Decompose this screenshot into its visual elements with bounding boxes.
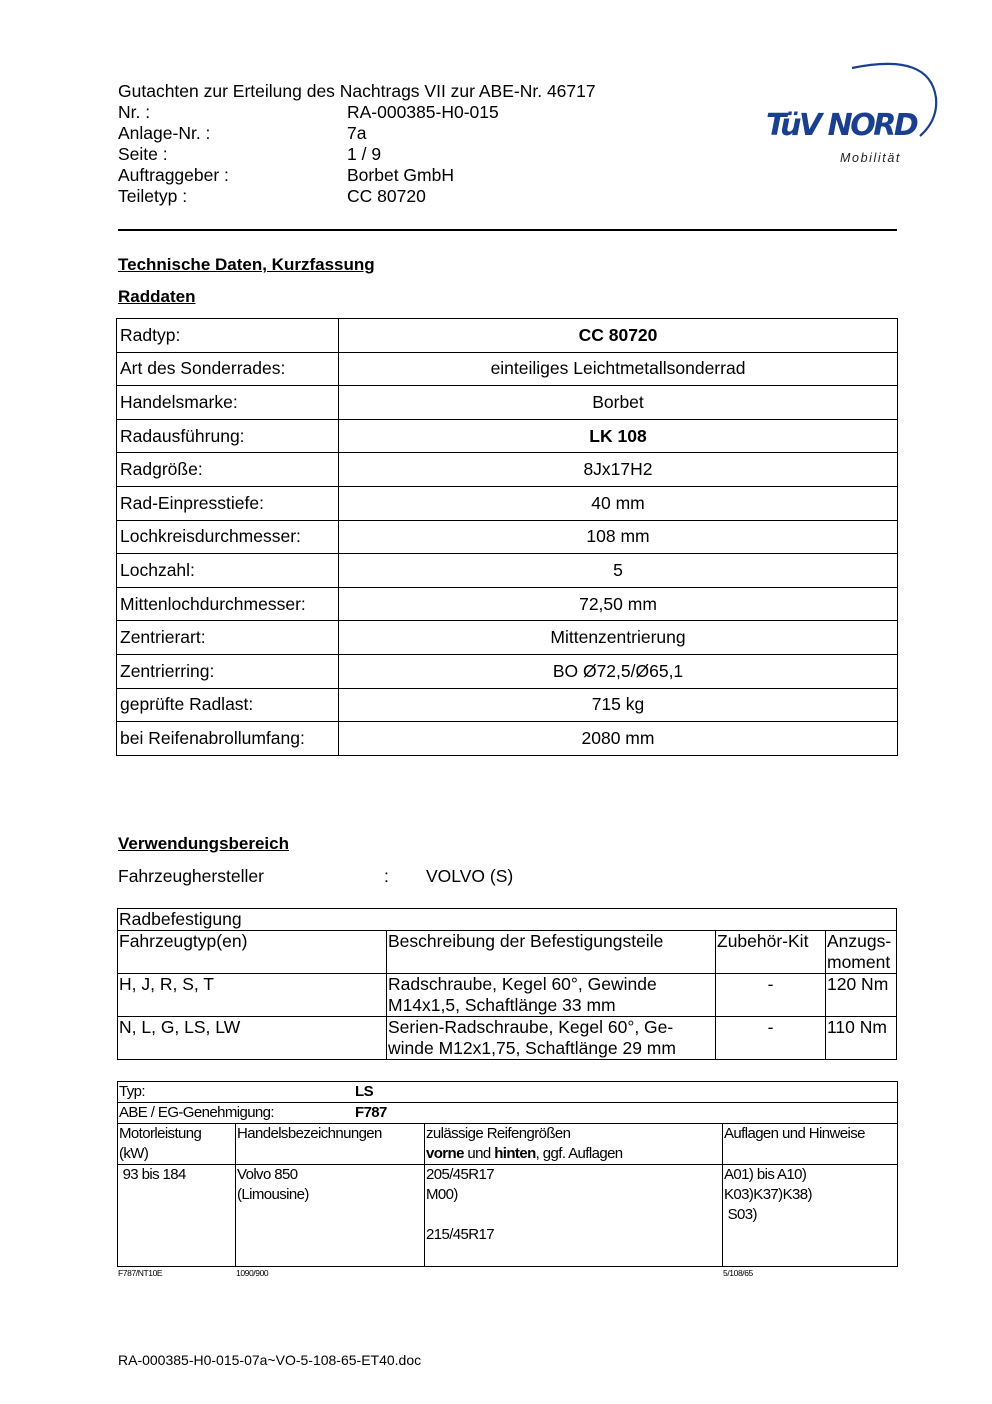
logo-subtitle: Mobilität: [840, 151, 901, 165]
header-row-nr: [0, 102, 700, 123]
fahrzeughersteller-value: VOLVO (S): [426, 866, 514, 886]
header-row-teiletyp: [0, 186, 700, 207]
table-row: [117, 722, 898, 756]
header-value: CC 80720: [347, 186, 426, 206]
reifen-header-vorne: vorne: [426, 1145, 464, 1162]
header-label: Seite :: [118, 144, 168, 164]
row-label: Rad-Einpresstiefe:: [117, 486, 339, 520]
section-title-technische-daten: Technische Daten, Kurzfassung: [118, 255, 375, 274]
table-row: [118, 1165, 898, 1267]
cell-reifengroessen: 205/45R17 M00) 215/45R17: [425, 1165, 723, 1267]
table-row: [117, 688, 898, 722]
row-label: bei Reifenabrollumfang:: [117, 722, 339, 756]
cell-beschreibung: Serien-Radschraube, Kegel 60°, Ge- winde M12x1,75, Schaftlänge 29 mm: [387, 1017, 716, 1060]
report-title: Gutachten zur Erteilung des Nachtrags VII zur ABE-Nr. 46717: [118, 81, 596, 101]
reifen-header-auflagen: , ggf. Auflagen: [535, 1145, 623, 1162]
code-f787: F787/NT10E: [118, 1268, 163, 1278]
row-value: 5: [339, 554, 898, 588]
row-value: 8Jx17H2: [339, 453, 898, 487]
row-value: einteiliges Leichtmetallsonderrad: [339, 352, 898, 386]
row-value: 2080 mm: [339, 722, 898, 756]
table-row: [118, 974, 897, 1017]
fahrzeughersteller-label: Fahrzeughersteller: [118, 866, 264, 886]
header-label: Teiletyp :: [118, 186, 188, 206]
row-value: 715 kg: [339, 688, 898, 722]
header-row-anlage: [0, 123, 700, 144]
tuv-nord-logo: [760, 58, 945, 173]
row-label: Radausführung:: [117, 419, 339, 453]
footer-filename: RA-000385-H0-015-07a~VO-5-108-65-ET40.doc: [118, 1352, 422, 1368]
row-value: 72,50 mm: [339, 587, 898, 621]
fahrzeughersteller-colon: :: [384, 866, 389, 886]
col-header-beschreibung: Beschreibung der Befestigungsteile: [387, 931, 716, 974]
header-row-auftraggeber: [0, 165, 700, 186]
row-label: Art des Sonderrades:: [117, 352, 339, 386]
radbefestigung-title: Radbefestigung: [118, 909, 897, 931]
cell-beschreibung: Radschraube, Kegel 60°, Gewinde M14x1,5, Schaftlänge 33 mm: [387, 974, 716, 1017]
header-label: Anlage-Nr. :: [118, 123, 211, 143]
col-header-anzugsmoment: Anzugs- moment: [826, 931, 897, 974]
cell-motorleistung: 93 bis 184: [118, 1165, 236, 1267]
table-row: [117, 453, 898, 487]
row-value: CC 80720: [339, 319, 898, 353]
typ-table: [117, 1081, 898, 1267]
row-label: Handelsmarke:: [117, 386, 339, 420]
table-row: [118, 909, 897, 931]
table-row: [117, 486, 898, 520]
col-header-fahrzeugtyp: Fahrzeugtyp(en): [118, 931, 387, 974]
abe-label: ABE / EG-Genehmigung:: [119, 1104, 274, 1121]
row-label: Zentrierart:: [117, 621, 339, 655]
cell-fahrzeugtyp: H, J, R, S, T: [118, 974, 387, 1017]
header-label: Nr. :: [118, 102, 151, 122]
row-label: Zentrierring:: [117, 654, 339, 688]
row-value: 108 mm: [339, 520, 898, 554]
table-row: [117, 587, 898, 621]
reifen-header-und: und: [463, 1145, 495, 1162]
abe-row: [118, 1103, 898, 1124]
logo-wordmark: TüV NORD: [766, 108, 917, 143]
header-label: Auftraggeber :: [118, 165, 229, 185]
table-row: [118, 1017, 897, 1060]
table-row: [117, 352, 898, 386]
table-header-row: [118, 1124, 898, 1165]
section-title-verwendungsbereich: Verwendungsbereich: [118, 834, 289, 853]
row-label: Radtyp:: [117, 319, 339, 353]
section-subtitle-raddaten: Raddaten: [118, 287, 196, 306]
header-value: Borbet GmbH: [347, 165, 454, 185]
row-value: Mittenzentrierung: [339, 621, 898, 655]
cell-zubehoer: -: [716, 1017, 826, 1060]
table-row: [117, 654, 898, 688]
cell-anzugsmoment: 120 Nm: [826, 974, 897, 1017]
table-row: [117, 319, 898, 353]
row-label: Lochkreisdurchmesser:: [117, 520, 339, 554]
table-row: [117, 419, 898, 453]
table-header-row: [118, 931, 897, 974]
header-value: 1 / 9: [347, 144, 382, 164]
header-value: 7a: [347, 123, 367, 143]
header-divider: [118, 229, 897, 231]
row-label: Mittenlochdurchmesser:: [117, 587, 339, 621]
cell-auflagen: A01) bis A10) K03)K37)K38) S03): [723, 1165, 898, 1267]
col-header-reifengroessen: [425, 1124, 723, 1165]
typ-row: [118, 1082, 898, 1103]
table-row: [118, 1103, 898, 1124]
row-value: Borbet: [339, 386, 898, 420]
col-header-zubehoer: Zubehör-Kit: [716, 931, 826, 974]
reifen-header-line1: zulässige Reifengrößen: [426, 1125, 571, 1142]
col-header-auflagen: Auflagen und Hinweise: [723, 1124, 898, 1165]
radbefestigung-table: [117, 908, 897, 1060]
typ-label: Typ:: [119, 1083, 145, 1100]
row-label: Radgröße:: [117, 453, 339, 487]
table-row: [117, 554, 898, 588]
header-row-seite: [0, 144, 700, 165]
col-header-handelsbezeichnungen: Handelsbezeichnungen: [236, 1124, 425, 1165]
typ-value: LS: [355, 1083, 373, 1100]
cell-handelsbezeichnungen: Volvo 850 (Limousine): [236, 1165, 425, 1267]
table-row: [117, 621, 898, 655]
code-5108: 5/108/65: [723, 1268, 753, 1278]
row-label: Lochzahl:: [117, 554, 339, 588]
cell-anzugsmoment: 110 Nm: [826, 1017, 897, 1060]
table-row: [117, 520, 898, 554]
cell-zubehoer: -: [716, 974, 826, 1017]
abe-value: F787: [355, 1104, 387, 1121]
row-value: LK 108: [339, 419, 898, 453]
row-value: BO Ø72,5/Ø65,1: [339, 654, 898, 688]
table-row: [118, 1082, 898, 1103]
code-1090: 1090/900: [236, 1268, 269, 1278]
row-label: geprüfte Radlast:: [117, 688, 339, 722]
table-row: [117, 386, 898, 420]
header-value: RA-000385-H0-015: [347, 102, 499, 122]
raddaten-table: [116, 318, 898, 756]
cell-fahrzeugtyp: N, L, G, LS, LW: [118, 1017, 387, 1060]
row-value: 40 mm: [339, 486, 898, 520]
reifen-header-hinten: hinten: [494, 1145, 536, 1162]
col-header-motorleistung: Motorleistung (kW): [118, 1124, 236, 1165]
